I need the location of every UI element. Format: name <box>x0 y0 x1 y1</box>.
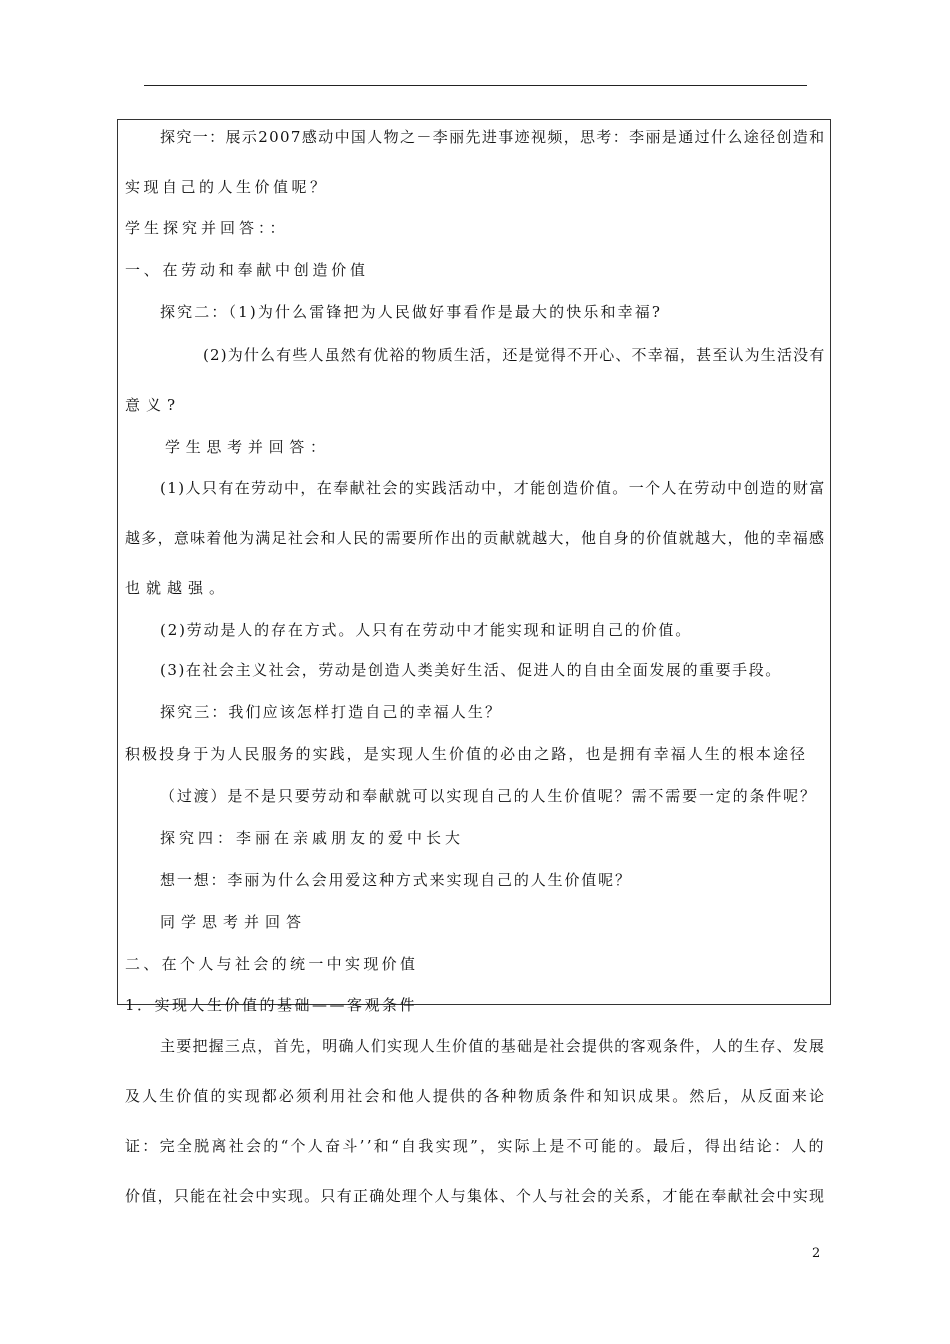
header-rule <box>144 85 807 86</box>
paragraph-line: 证：完全脱离社会的“个人奋斗’’和“自我实现”，实际上是不可能的。最后，得出结论：人的 <box>125 1137 826 1155</box>
paragraph-line: (2)为什么有些人虽然有优裕的物质生活，还是觉得不开心、不幸福，甚至认为生活没有 <box>203 346 826 364</box>
paragraph-line: 及人生价值的实现都必须利用社会和他人提供的各种物质条件和知识成果。然后，从反面来论 <box>125 1087 827 1105</box>
paragraph-line: 探究一：展示2007感动中国人物之－李丽先进事迹视频，思考：李丽是通过什么途径创造和 <box>160 128 826 146</box>
paragraph-line: 实现自己的人生价值呢？ <box>125 178 329 196</box>
paragraph-line: 也就越强。 <box>125 579 231 597</box>
paragraph-line: 同学思考并回答 <box>160 913 308 931</box>
paragraph-line: (3)在社会主义社会，劳动是创造人类美好生活、促进人的自由全面发展的重要手段。 <box>160 661 782 679</box>
paragraph-line: 学生探究并回答：： <box>125 219 289 237</box>
section-heading: 二、在个人与社会的统一中实现价值 <box>125 955 419 973</box>
paragraph-line: 价值，只能在社会中实现。只有正确处理个人与集体、个人与社会的关系，才能在奉献社会中实现 <box>125 1187 826 1205</box>
paragraph-line: 积极投身于为人民服务的实践，是实现人生价值的必由之路，也是拥有幸福人生的根本途径 <box>125 745 808 763</box>
paragraph-line: (1)人只有在劳动中，在奉献社会的实践活动中，才能创造价值。一个人在劳动中创造的财富 <box>160 479 826 497</box>
paragraph-line: 学生思考并回答： <box>165 438 331 456</box>
paragraph-line: 想一想：李丽为什么会用爱这种方式来实现自己的人生价值呢？ <box>160 871 632 889</box>
subsection-heading: 1．实现人生价值的基础——客观条件 <box>125 996 418 1014</box>
paragraph-line: （过渡）是不是只要劳动和奉献就可以实现自己的人生价值呢？需不需要一定的条件呢？ <box>160 787 817 805</box>
paragraph-line: 意义? <box>125 396 182 414</box>
paragraph-line: (2)劳动是人的存在方式。人只有在劳动中才能实现和证明自己的价值。 <box>160 621 693 639</box>
paragraph-line: 探究二：（1)为什么雷锋把为人民做好事看作是最大的快乐和幸福? <box>160 303 663 321</box>
paragraph-line: 主要把握三点，首先，明确人们实现人生价值的基础是社会提供的客观条件，人的生存、发展 <box>160 1037 826 1055</box>
page-number: 2 <box>812 1246 821 1261</box>
paragraph-line: 探究三：我们应该怎样打造自己的幸福人生？ <box>160 703 503 721</box>
paragraph-line: 越多，意味着他为满足社会和人民的需要所作出的贡献就越大，他自身的价值就越大，他的幸福感 <box>125 529 826 547</box>
paragraph-line: 探究四：李丽在亲戚朋友的爱中长大 <box>160 829 465 847</box>
section-heading: 一、在劳动和奉献中创造价值 <box>125 261 369 279</box>
